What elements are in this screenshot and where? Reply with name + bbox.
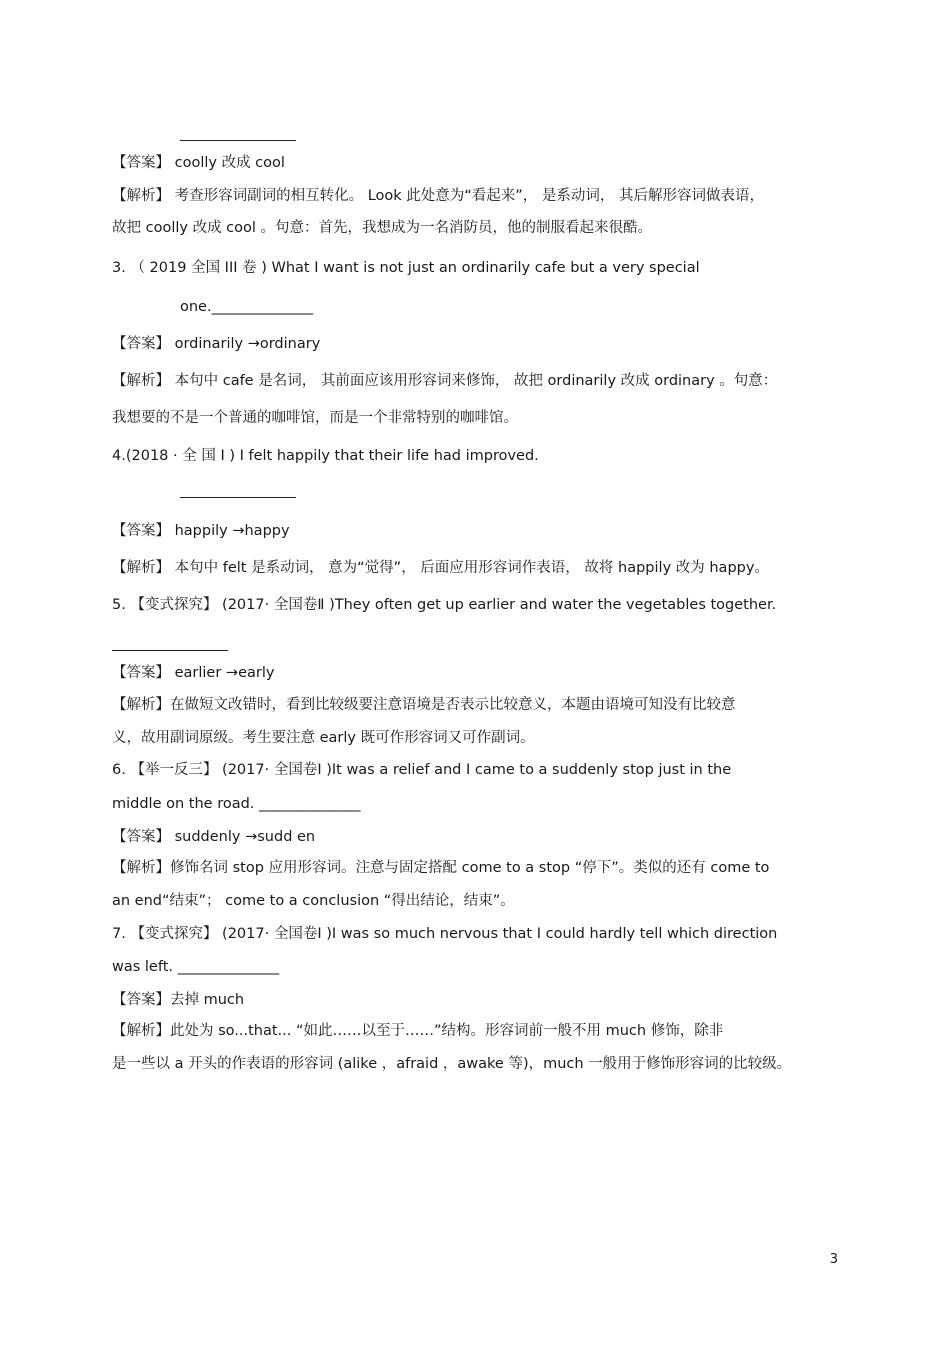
question-7-continuation: was left. ______________ xyxy=(112,959,280,975)
analysis-line: 【解析】 考查形容词副词的相互转化。 Look 此处意为“看起来”， 是系动词， 其后解形容词做表语， xyxy=(112,188,765,204)
question-3: 3. （ 2019 全国 III 卷 ) What I want is not just an ordinarily cafe but a very special xyxy=(112,260,700,276)
analysis-line: an end“结束”； come to a conclusion “得出结论，结束”。 xyxy=(112,893,515,909)
question-5: 5. 【变式探究】 (2017· 全国卷Ⅱ )They often get up earlier and water the vegetables together. xyxy=(112,597,777,613)
analysis-line: 故把 coolly 改成 cool 。句意：首先，我想成为一名消防员，他的制服看起来很酷。 xyxy=(112,220,653,236)
answer-line: 【答案】 suddenly →sudd en xyxy=(112,829,316,845)
analysis-line: 【解析】在做短文改错时，看到比较级要注意语境是否表示比较意义，本题由语境可知没有比较意 xyxy=(112,697,736,713)
answer-blank-line xyxy=(112,650,228,651)
analysis-line: 义，故用副词原级。考生要注意 early 既可作形容词又可作副词。 xyxy=(112,730,535,746)
answer-line: 【答案】 earlier →early xyxy=(112,665,275,681)
analysis-line: 【解析】 本句中 cafe 是名词， 其前面应该用形容词来修饰， 故把 ordinarily 改成 ordinary 。句意： xyxy=(112,373,778,389)
answer-line: 【答案】 ordinarily →ordinary xyxy=(112,336,321,352)
analysis-line: 【解析】修饰名词 stop 应用形容词。注意与固定搭配 come to a stop “停下”。类似的还有 come to xyxy=(112,860,770,876)
answer-line: 【答案】 coolly 改成 cool xyxy=(112,155,285,171)
question-6-continuation: middle on the road. ______________ xyxy=(112,796,361,812)
question-6: 6. 【举一反三】 (2017· 全国卷Ⅰ )It was a relief and I came to a suddenly stop just in the xyxy=(112,762,732,778)
answer-blank-line xyxy=(180,140,296,141)
analysis-line: 是一些以 a 开头的作表语的形容词 (alike ，afraid ，awake 等)，much 一般用于修饰形容词的比较级。 xyxy=(112,1056,792,1072)
question-3-continuation: one.______________ xyxy=(180,299,314,315)
analysis-line: 【解析】此处为 so...that... “如此……以至于……”结构。形容词前一般不用 much 修饰，除非 xyxy=(112,1023,724,1039)
question-4: 4.(2018 · 全 国 Ⅰ ) I felt happily that their life had improved. xyxy=(112,448,539,464)
page-number: 3 xyxy=(829,1252,838,1267)
analysis-line: 我想要的不是一个普通的咖啡馆，而是一个非常特别的咖啡馆。 xyxy=(112,410,518,426)
answer-line: 【答案】 happily →happy xyxy=(112,523,290,539)
answer-line: 【答案】去掉 much xyxy=(112,992,245,1008)
analysis-line: 【解析】 本句中 felt 是系动词， 意为“觉得”， 后面应用形容词作表语， 故将 happily 改为 happy。 xyxy=(112,560,769,576)
question-7: 7. 【变式探究】 (2017· 全国卷Ⅰ )I was so much nervous that I could hardly tell which direction xyxy=(112,926,778,942)
answer-blank-line xyxy=(180,497,296,498)
